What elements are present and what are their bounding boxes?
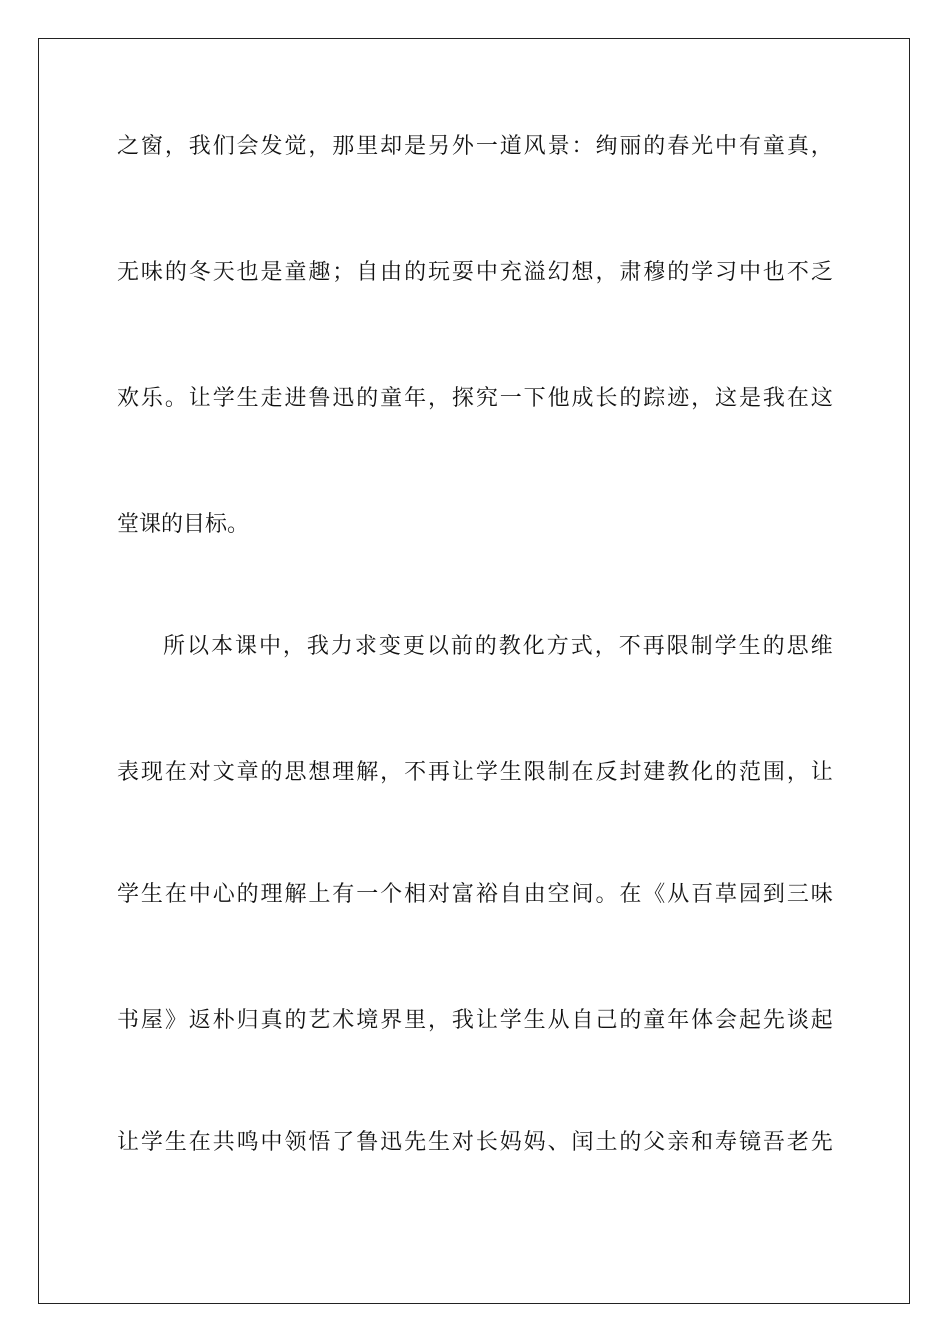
page-border	[38, 38, 910, 1304]
text-line: 欢 乐 。 让 学 生 走 进 鲁 迅 的 童 年 ， 探 究 一 下 他 成 长 的 踪 迹 ， 这 是 我 在 这	[117, 386, 833, 411]
paragraph-first-line: 所 以 本 课 中 ， 我 力 求 变 更 以 前 的 教 化 方 式 ， 不 再 限 制 学 生 的 思 维	[163, 634, 833, 659]
text-line: 之 窗 ， 我 们 会 发 觉 ， 那 里 却 是 另 外 一 道 风 景 ： 绚 丽 的 春 光 中 有 童 真 ，	[117, 134, 833, 159]
text-line: 学 生 在 中 心 的 理 解 上 有 一 个 相 对 富 裕 自 由 空 间 。 在 《 从 百 草 园 到 三 味	[117, 882, 833, 907]
text-line: 让 学 生 在 共 鸣 中 领 悟 了 鲁 迅 先 生 对 长 妈 妈 、 闰 土 的 父 亲 和 寿 镜 吾 老 先	[117, 1130, 833, 1155]
text-line: 堂课的目标。	[117, 512, 250, 537]
text-line: 表 现 在 对 文 章 的 思 想 理 解 ， 不 再 让 学 生 限 制 在 反 封 建 教 化 的 范 围 ， 让	[117, 760, 833, 785]
text-line: 无 味 的 冬 天 也 是 童 趣 ； 自 由 的 玩 耍 中 充 溢 幻 想 ， 肃 穆 的 学 习 中 也 不 乏	[117, 260, 833, 285]
text-line: 书 屋 》 返 朴 归 真 的 艺 术 境 界 里 ， 我 让 学 生 从 自 己 的 童 年 体 会 起 先 谈 起	[117, 1008, 833, 1033]
